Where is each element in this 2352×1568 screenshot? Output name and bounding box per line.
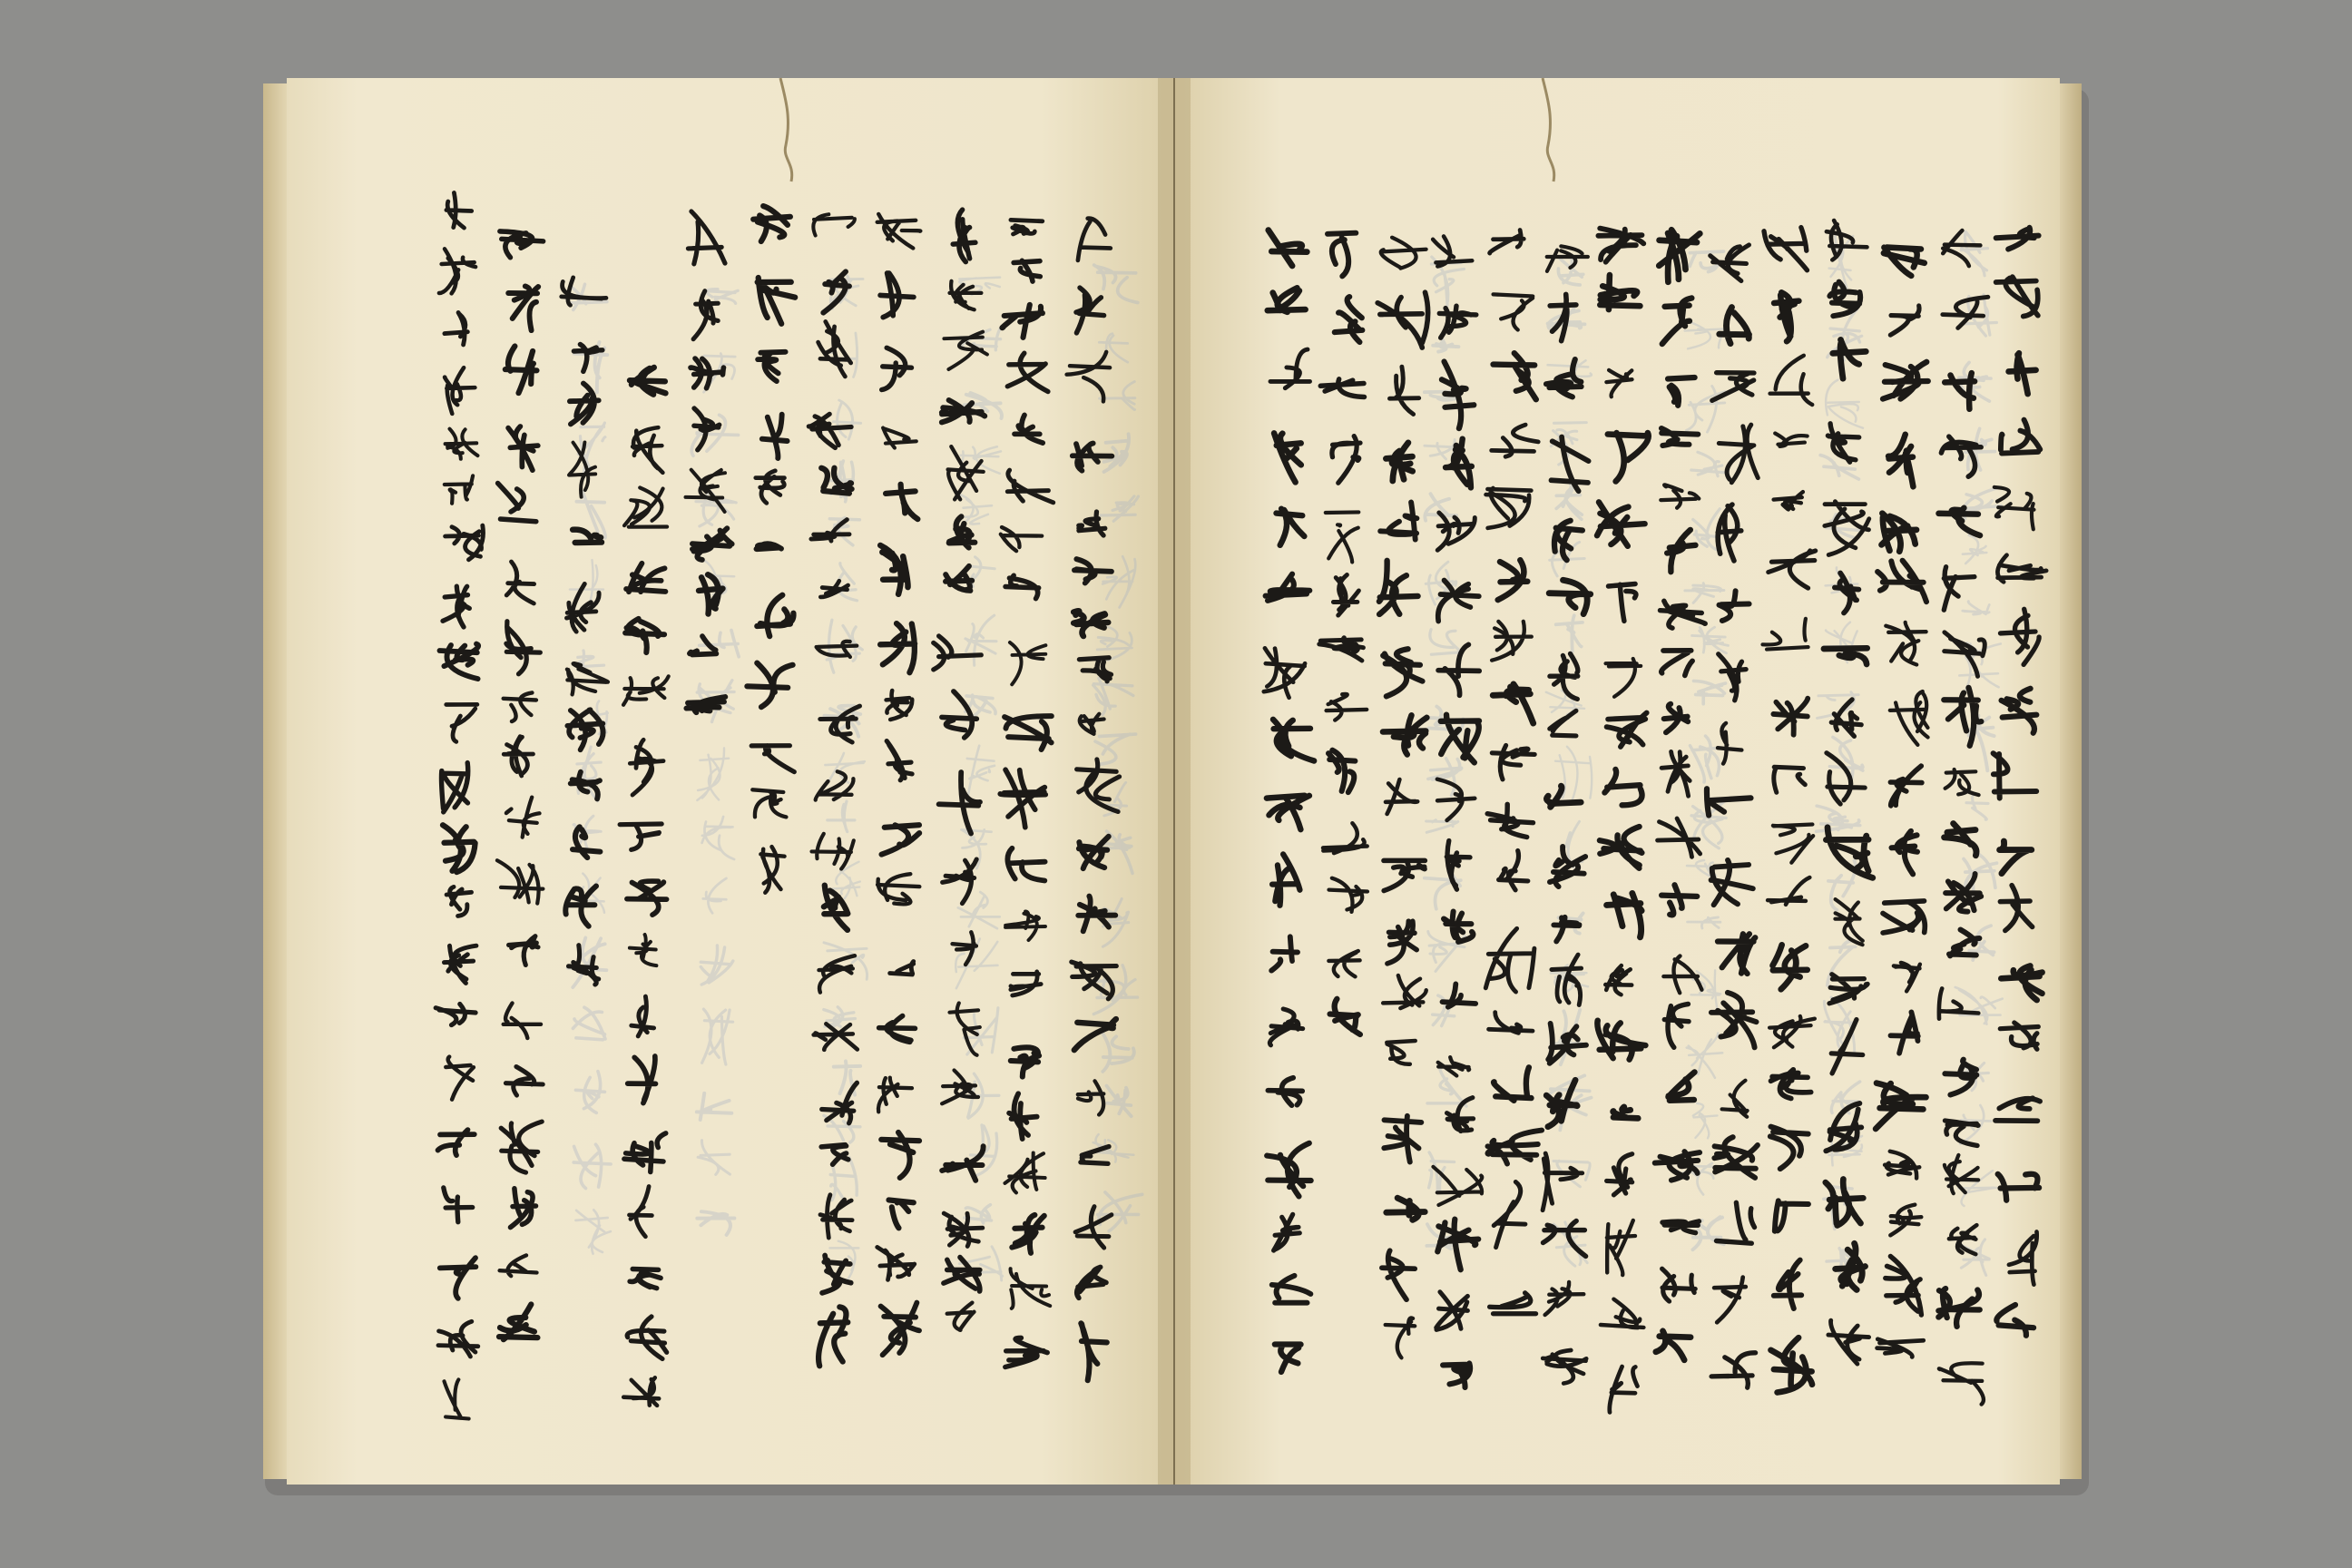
left-page-edge xyxy=(263,83,290,1479)
left-page xyxy=(287,78,1174,1485)
left-glyph xyxy=(756,544,781,549)
